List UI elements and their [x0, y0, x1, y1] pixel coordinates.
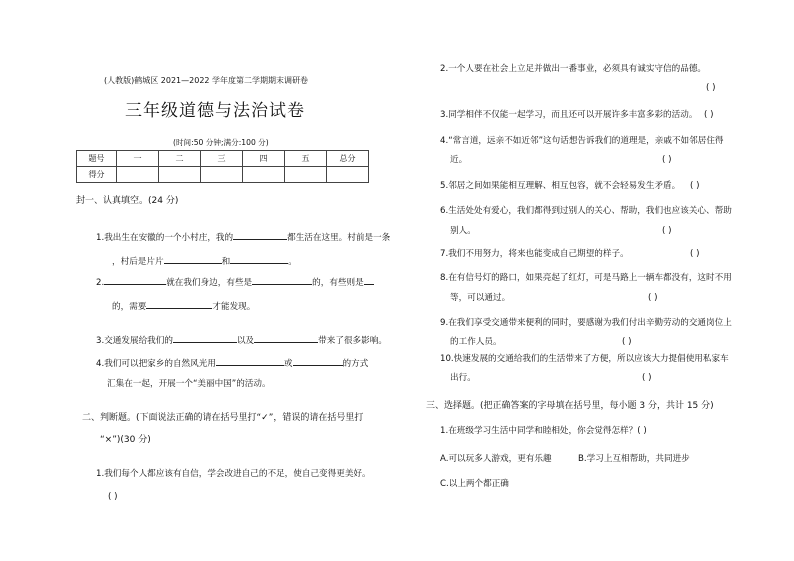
- choice-question-1: 1.在班级学习生活中同学和睦相处，你会觉得怎样？( ): [440, 426, 647, 436]
- question-text: 以及: [236, 336, 255, 346]
- fill-question-2-line2: [112, 300, 255, 312]
- answer-blank[interactable]: [364, 276, 374, 285]
- table-cell: 总分: [327, 151, 369, 167]
- judge-answer-paren[interactable]: ( ): [642, 373, 652, 383]
- right-column: [400, 0, 794, 561]
- judge-answer-paren[interactable]: ( ): [108, 492, 118, 502]
- question-text: 带来了很多影响。: [318, 336, 387, 346]
- score-input-cell[interactable]: [243, 167, 285, 183]
- fill-question-1-line2: [112, 255, 297, 267]
- answer-blank[interactable]: [254, 334, 318, 343]
- choice-option-c[interactable]: C.以上两个都正确: [440, 479, 509, 489]
- table-cell: 五: [285, 151, 327, 167]
- score-input-cell[interactable]: [201, 167, 243, 183]
- question-text: 2.: [96, 278, 105, 288]
- table-cell: 得分: [77, 167, 117, 183]
- judge-answer-paren[interactable]: ( ): [690, 181, 700, 191]
- score-input-cell[interactable]: [117, 167, 159, 183]
- judge-question-1: 1.我们每个人都应该有自信，学会改进自己的不足，使自己变得更美好。: [96, 469, 371, 479]
- answer-blank[interactable]: [173, 334, 237, 343]
- choice-option-a[interactable]: A.可以玩多人游戏，更有乐趣: [440, 454, 552, 464]
- table-cell: 一: [117, 151, 159, 167]
- question-text: 就在我们身边，有些是: [166, 278, 253, 288]
- question-text: 才能发现。: [212, 302, 256, 312]
- answer-blank[interactable]: [164, 255, 222, 264]
- judge-question-2: 2.一个人要在社会上立足并做出一番事业，必须具有诚实守信的品德。: [440, 64, 707, 74]
- judge-question-4-line1: 4.“常言道，远亲不如近邻”这句话想告诉我们的道理是，亲戚不如邻居住得: [440, 136, 724, 146]
- judge-answer-paren[interactable]: ( ): [662, 155, 672, 165]
- choice-option-b[interactable]: B.学习上互相帮助，共同进步: [578, 454, 690, 464]
- fill-question-3: [96, 334, 387, 346]
- question-text: 或: [283, 359, 293, 369]
- section2-heading-line2: “×”)(30 分): [100, 435, 151, 445]
- question-text: 的，有些则是: [312, 278, 364, 288]
- fill-question-4-line1: [96, 357, 368, 369]
- exam-title: 三年级道德与法治试卷: [125, 101, 305, 121]
- judge-question-7: 7.我们不用努力，将来也能变成自己期望的样子。: [440, 249, 629, 259]
- judge-question-10-line2: 出行。: [450, 373, 476, 383]
- fill-question-2-line1: [96, 276, 374, 288]
- judge-question-8-line2: 等，可以通过。: [450, 293, 511, 303]
- fill-question-1-line1: [96, 231, 390, 243]
- answer-blank[interactable]: [104, 276, 166, 285]
- table-cell: 四: [243, 151, 285, 167]
- judge-question-8-line1: 8.在有信号灯的路口，如果亮起了红灯，可是马路上一辆车都没有，这时不用: [440, 273, 732, 283]
- question-text: ，村后是片片: [112, 257, 164, 267]
- answer-blank[interactable]: [230, 255, 288, 264]
- score-input-cell[interactable]: [285, 167, 327, 183]
- score-table-score-row: [77, 167, 369, 183]
- judge-answer-paren[interactable]: ( ): [690, 249, 700, 259]
- table-cell: 二: [159, 151, 201, 167]
- judge-answer-paren[interactable]: ( ): [648, 293, 658, 303]
- question-text: 都生活在这里。村前是一条: [287, 233, 391, 243]
- score-table-header-row: [77, 151, 369, 167]
- question-text: 和: [221, 257, 231, 267]
- judge-question-9-line1: 9.在我们享受交通带来便利的同时，要感谢为我们付出辛勤劳动的交通岗位上: [440, 318, 732, 328]
- table-cell: 题号: [77, 151, 117, 167]
- judge-question-5: 5.邻居之间如果能相互理解、相互包容，就不会轻易发生矛盾。: [440, 181, 681, 191]
- judge-question-6-line1: 6.生活处处有爱心，我们都得到过别人的关心、帮助，我们也应该关心、帮助: [440, 206, 732, 216]
- answer-blank[interactable]: [252, 276, 312, 285]
- section1-heading: 封一、认真填空。(24 分): [76, 196, 179, 206]
- score-input-cell[interactable]: [327, 167, 369, 183]
- judge-question-3: 3.同学相伴不仅能一起学习，而且还可以开展许多丰富多彩的活动。: [440, 110, 698, 120]
- section3-heading: 三、选择题。(把正确答案的字母填在括号里，每小题 3 分，共计 15 分): [426, 401, 714, 411]
- question-text: 的，需要: [112, 302, 147, 312]
- judge-question-10-line1: 10.快速发展的交通给我们的生活带来了方便，所以应该大力提倡使用私家车: [440, 354, 729, 364]
- exam-subtitle: (人教版)鹤城区 2021—2022 学年度第二学期期末调研卷: [104, 76, 309, 85]
- question-text: 1.我出生在安徽的一个小村庄，我的: [96, 233, 234, 243]
- question-text: 。: [288, 257, 297, 267]
- table-cell: 三: [201, 151, 243, 167]
- question-text: 4.我们可以把家乡的自然风光用: [96, 359, 216, 369]
- answer-blank[interactable]: [216, 357, 284, 366]
- exam-info: (时间:50 分钟;满分:100 分): [173, 138, 269, 147]
- judge-answer-paren[interactable]: ( ): [704, 110, 714, 120]
- judge-question-4-line2: 近。: [450, 155, 468, 165]
- section2-heading-line1: 二、判断题。(下面说法正确的请在括号里打“✓”，错误的请在括号里打: [82, 413, 364, 423]
- question-text: 的方式: [342, 359, 369, 369]
- question-text: 3.交通发展给我们的: [96, 336, 173, 346]
- judge-answer-paren[interactable]: ( ): [662, 226, 672, 236]
- judge-question-6-line2: 别人。: [450, 226, 476, 236]
- score-table: [76, 150, 369, 183]
- answer-blank[interactable]: [146, 300, 212, 309]
- fill-question-4-line2: 汇集在一起，开展一个“美丽中国”的活动。: [107, 379, 271, 389]
- judge-answer-paren[interactable]: ( ): [622, 337, 632, 347]
- answer-blank[interactable]: [233, 231, 287, 240]
- judge-answer-paren[interactable]: ( ): [706, 83, 716, 93]
- score-input-cell[interactable]: [159, 167, 201, 183]
- answer-blank[interactable]: [293, 357, 343, 366]
- judge-question-9-line2: 的工作人员。: [450, 337, 502, 347]
